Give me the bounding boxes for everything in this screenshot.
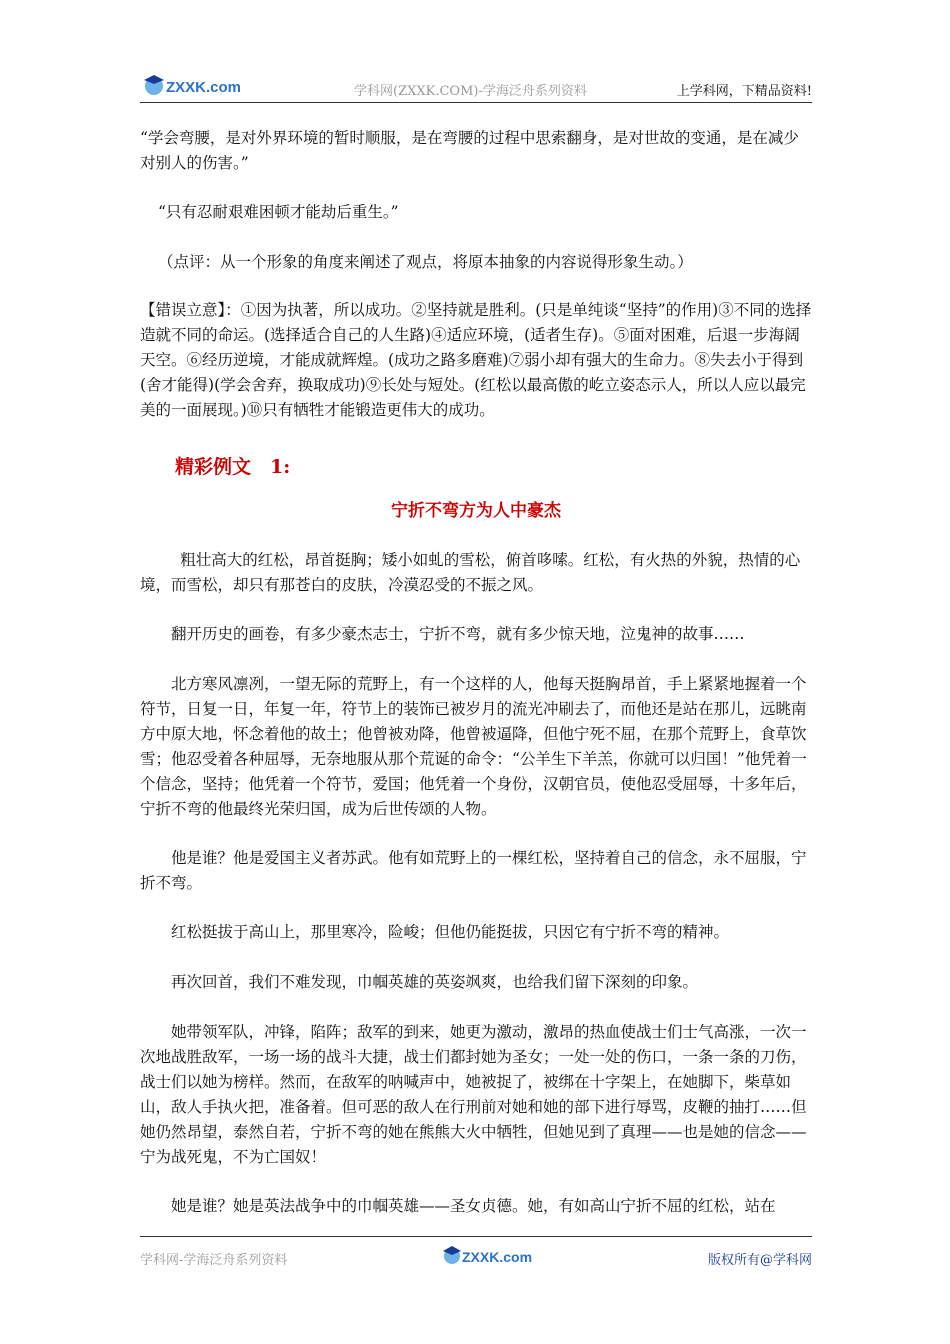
quote-bend: “学会弯腰，是对外界环境的暂时顺服，是在弯腰的过程中思索翻身，是对世故的变通，是在减少对别人的伤害。” [140,129,799,172]
quote-endure: “只有忍耐艰难困顿才能劫后重生。” [158,203,399,221]
essay-paragraph-4: 他是谁？他是爱国主义者苏武。他有如荒野上的一棵红松，坚持着自己的信念，永不屈服，宁折不弯。 [140,849,807,892]
header-center-text: 学科网(ZXXK.COM)-学海泛舟系列资料 [354,84,587,99]
header-right-text: 上学科网，下精品资料! [676,84,812,99]
essay-paragraph-6: 再次回首，我们不难发现，巾帼英雄的英姿飒爽，也给我们留下深刻的印象。 [171,973,699,991]
essay-paragraph-2: 翻开历史的画卷，有多少豪杰志士，宁折不弯，就有多少惊天地，泣鬼神的故事…… [171,625,745,643]
essay-paragraph-1: 粗壮高大的红松，昂首挺胸；矮小如虬的雪松，俯首哆嗦。红松，有火热的外貌，热情的心境，而雪松，却只有那苍白的皮肤，冷漠忍受的不振之风。 [140,551,801,594]
zxxk-logo [140,72,250,100]
footer-zxxk-logo [440,1241,540,1269]
page-footer [140,1236,812,1273]
logo-text: ZXXK.com [166,79,242,96]
footer-left-text: 学科网-学海泛舟系列资料 [140,1253,288,1268]
essay-title: 宁折不弯方为人中豪杰 [391,501,561,521]
essay-paragraph-7: 她带领军队，冲锋，陷阵；敌军的到来，她更为激动，激昂的热血使战士们士气高涨，一次一次地战胜敌军，一场一场的战斗大捷，战士们都封她为圣女；一处一处的伤口，一条一条的刀伤，战士们以她为榜样。然而，在敌军的呐喊声中，她被捉了，被绑在十字架上，在她脚下，柴草如山，敌人手执火把，准备着。但可恶的敌人在行刑前对她和她的部下进行辱骂，皮鞭的抽打……但她仍然昂望，泰然自若，宁折不弯的她在熊熊大火中牺牲，但她见到了真理——也是她的信念——宁为战死鬼，不为亡国奴！ [140,1023,807,1166]
footer-logo-text: ZXXK.com [462,1249,533,1265]
essay-paragraph-3: 北方寒风凛冽，一望无际的荒野上，有一个这样的人，他每天挺胸昂首，手上紧紧地握着一个符节，日复一日，年复一年，符节上的装饰已被岁月的流光冲刷去了，而他还是站在那儿，远眺南方中原大地，怀念着他的故土；他曾被劝降，他曾被逼降，但他宁死不屈，在那个荒野上，食草饮雪；他忍受着各种屈辱，无奈地服从那个荒诞的命令：“公羊生下羊羔，你就可以归国！”他凭着一个信念，坚持；他凭着一个符节，爱国；他凭着一个身份，汉朝官员，使他忍受屈辱，十多年后，宁折不弯的他最终光荣归国，成为后世传颂的人物。 [140,675,807,818]
example-heading: 精彩例文 1: [175,456,291,478]
error-themes: 【错误立意】：①因为执著，所以成功。②坚持就是胜利。(只是单纯谈“坚持”的作用)③不同的选择造就不同的命运。(选择适合自己的人生路)④适应环境，(适者生存)。⑤面对困难，后退一步海阔天空。⑥经历逆境，才能成就辉煌。(成功之路多磨难)⑦弱小却有强大的生命力。⑧失去小于得到(舍才能得)(学会舍弃，换取成功)⑨长处与短处。(红松以最高傲的屹立姿态示人，所以人应以最完美的一面展现。)⑩只有牺牲才能锻造更伟大的成功。 [140,301,812,419]
comment-note: （点评：从一个形象的角度来阐述了观点，将原本抽象的内容说得形象生动。） [158,253,693,271]
essay-paragraph-8: 她是谁？她是英法战争中的巾帼英雄——圣女贞德。她，有如高山宁折不屈的红松，站在 [171,1197,776,1215]
essay-paragraph-5: 红松挺拔于高山上，那里寒冷，险峻；但他仍能挺拔，只因它有宁折不弯的精神。 [171,923,730,941]
footer-right-text: 版权所有@学科网 [707,1253,812,1268]
page-header [140,72,812,103]
